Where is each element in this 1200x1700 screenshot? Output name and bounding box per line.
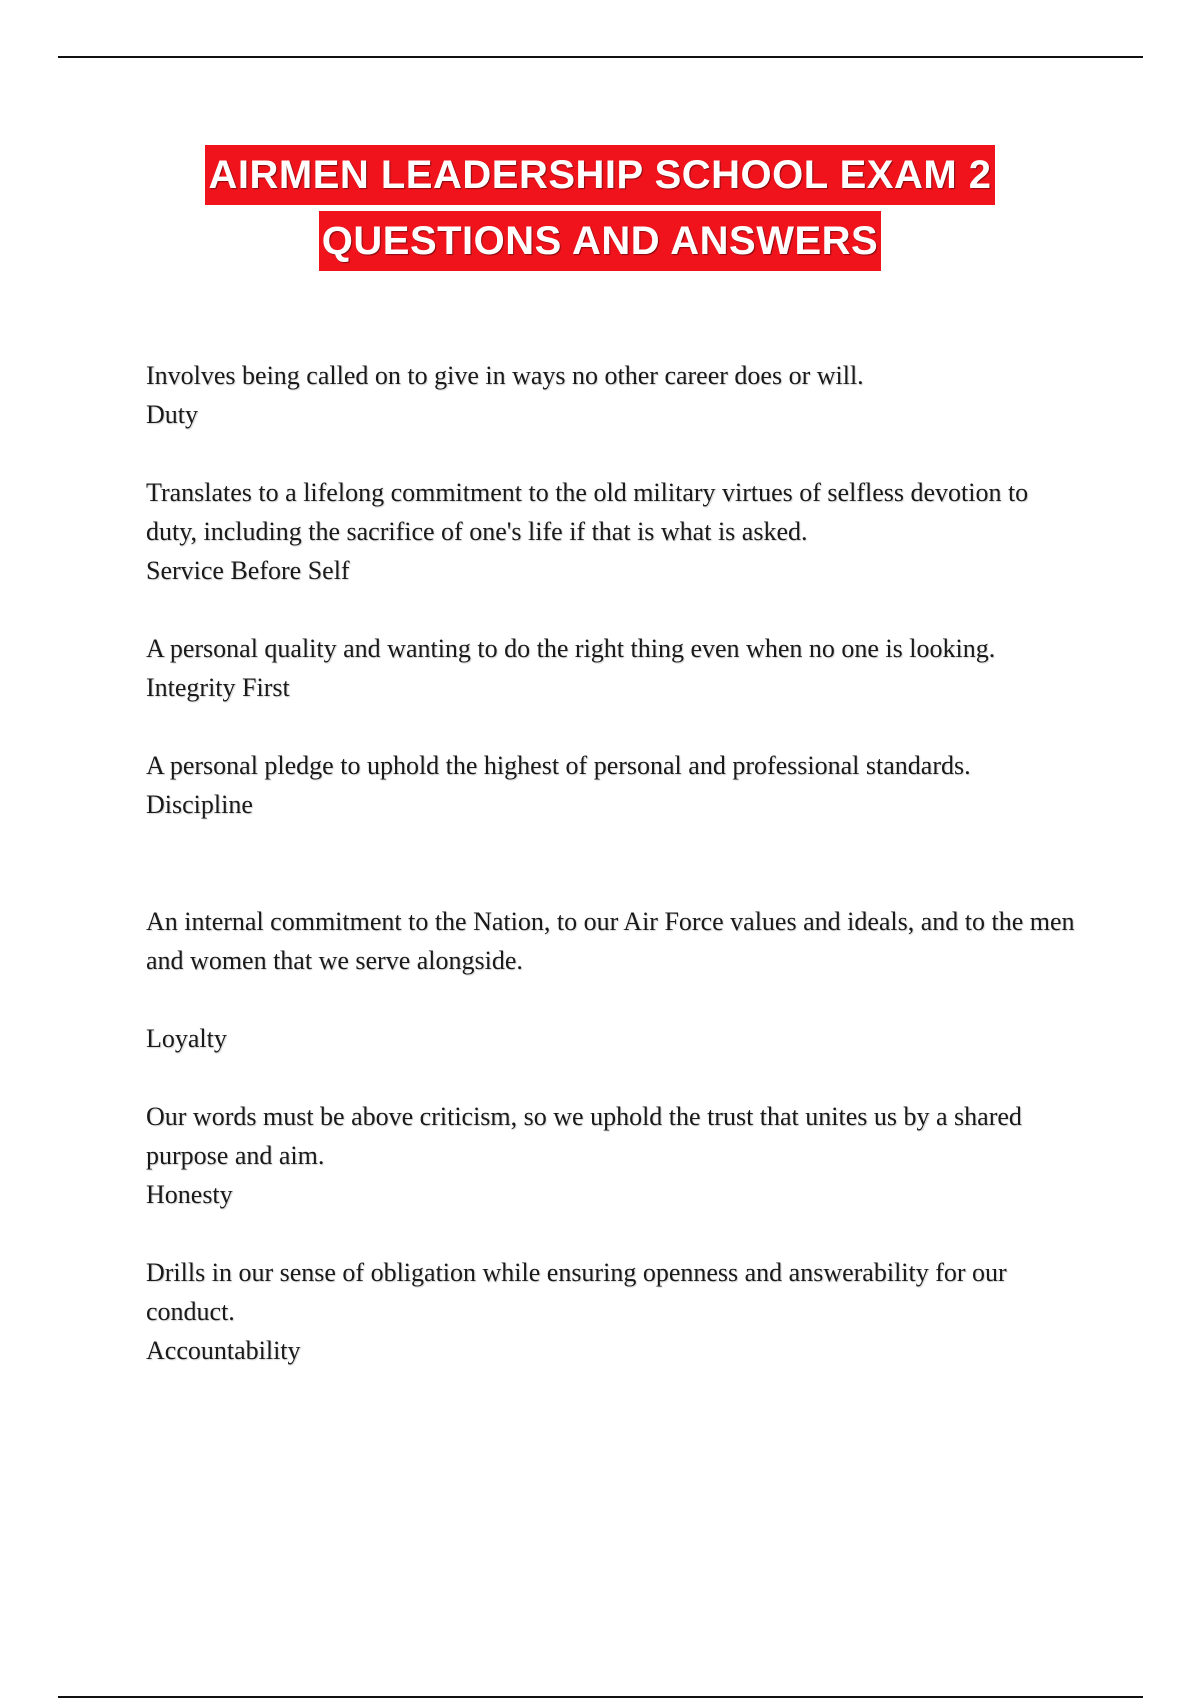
qa-item-integrity-first (146, 629, 1076, 707)
qa-item-accountability (146, 1253, 1076, 1370)
bottom-rule (58, 1696, 1143, 1698)
question-text: Drills in our sense of obligation while ensuring openness and answerability for our conduct. (146, 1258, 1007, 1326)
answer-text: Discipline (146, 790, 253, 819)
qa-item-honesty (146, 1097, 1076, 1214)
qa-list (146, 356, 1076, 1409)
answer-text: Service Before Self (146, 556, 350, 585)
answer-text: Accountability (146, 1336, 301, 1365)
question-text: An internal commitment to the Nation, to our Air Force values and ideals, and to the men and women that we serve alongside. (146, 907, 1075, 975)
question-text: Involves being called on to give in ways no other career does or will. (146, 361, 864, 390)
answer-text: Honesty (146, 1180, 233, 1209)
qa-item-duty (146, 356, 1076, 434)
question-text: Translates to a lifelong commitment to the old military virtues of selfless devotion to duty, including the sacrifice of one's life if that is what is asked. (146, 478, 1029, 546)
title-line-2: QUESTIONS AND ANSWERS (319, 211, 881, 271)
question-text: A personal pledge to uphold the highest of personal and professional standards. (146, 751, 971, 780)
answer-text: Duty (146, 400, 198, 429)
top-rule (58, 56, 1143, 58)
answer-text: Integrity First (146, 673, 290, 702)
qa-item-loyalty (146, 902, 1076, 1058)
qa-item-service-before-self (146, 473, 1076, 590)
question-text: A personal quality and wanting to do the right thing even when no one is looking. (146, 634, 996, 663)
qa-item-discipline (146, 746, 1076, 824)
document-title (0, 145, 1200, 271)
question-text: Our words must be above criticism, so we uphold the trust that unites us by a shared purpose and aim. (146, 1102, 1022, 1170)
answer-text: Loyalty (146, 1024, 227, 1053)
title-line-1: AIRMEN LEADERSHIP SCHOOL EXAM 2 (205, 145, 994, 205)
